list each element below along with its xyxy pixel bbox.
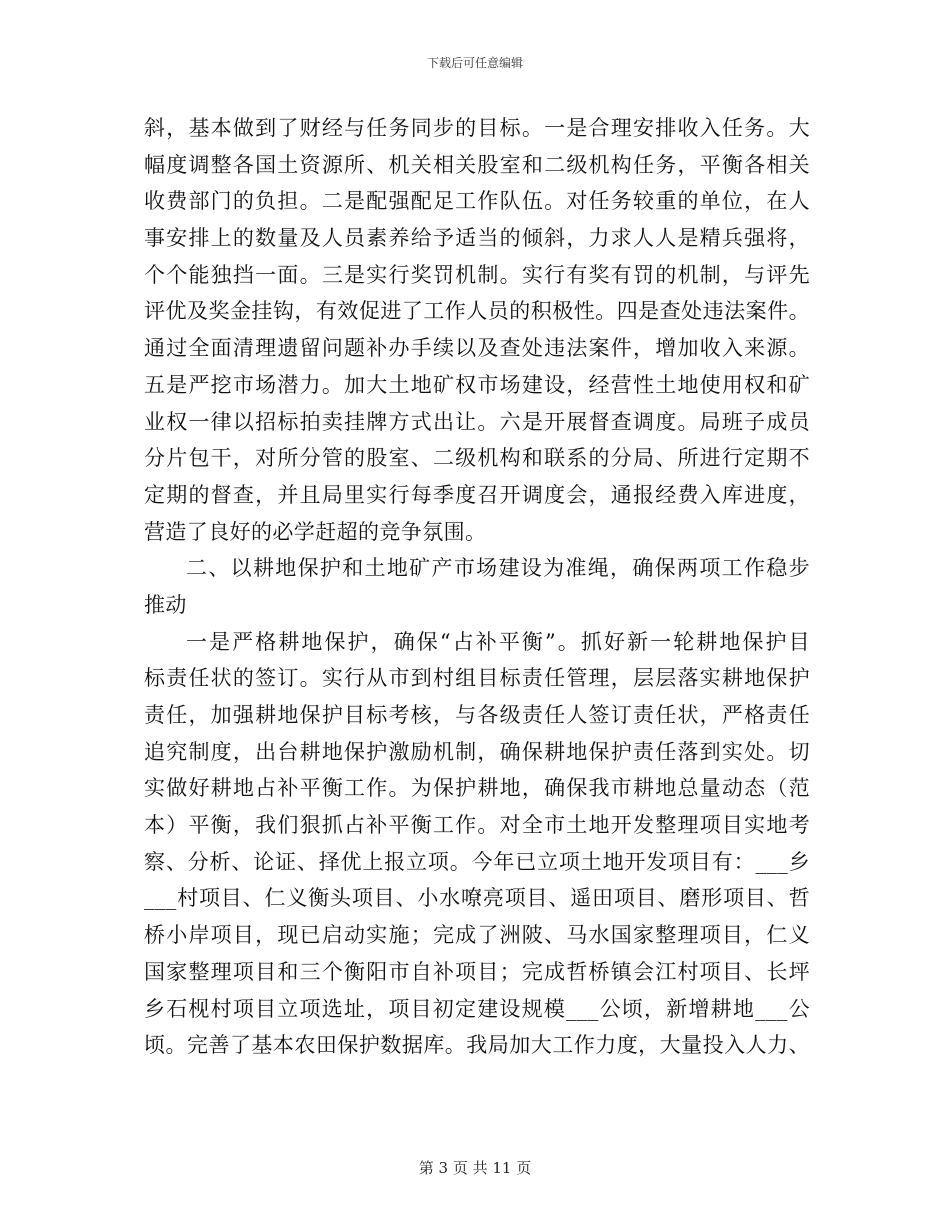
text-line: 评优及奖金挂钩，有效促进了工作人员的积极性。四是查处违法案件。: [144, 299, 810, 324]
text-line: 本）平衡，我们狠抓占补平衡工作。对全市土地开发整理项目实地考: [144, 813, 810, 838]
text-line: 察、分析、论证、择优上报立项。今年已立项土地开发项目有：___乡: [144, 849, 810, 874]
text-line: 顷。完善了基本农田保护数据库。我局加大工作力度，大量投入人力、: [144, 1033, 810, 1058]
text-line: 标责任状的签订。实行从市到村组目标责任管理，层层落实耕地保护: [144, 666, 810, 691]
text-line: 乡石枧村项目立项选址，项目初定建设规模___公顷，新增耕地___公: [144, 996, 810, 1021]
text-line: ___村项目、仁义衡头项目、小水嘹亮项目、遥田项目、磨形项目、哲: [144, 886, 810, 911]
text-line: 定期的督查，并且局里实行每季度召开调度会，通报经费入库进度，: [144, 482, 810, 507]
text-line: 幅度调整各国土资源所、机关相关股室和二级机构任务，平衡各相关: [144, 152, 810, 177]
text-line: 推动: [144, 592, 187, 617]
text-line: 个个能独挡一面。三是实行奖罚机制。实行有奖有罚的机制，与评先: [144, 262, 810, 287]
text-line: 责任，加强耕地保护目标考核，与各级责任人签订责任状，严格责任: [144, 703, 810, 727]
text-line: 事安排上的数量及人员素养给予适当的倾斜，力求人人是精兵强将，: [144, 226, 810, 251]
page-footer: 第 3 页 共 11 页: [418, 1159, 532, 1177]
page-header: 下载后可任意编辑: [426, 56, 523, 70]
text-line: 追究制度，出台耕地保护激励机制，确保耕地保护责任落到实处。切: [144, 739, 810, 764]
text-line: 斜，基本做到了财经与任务同步的目标。一是合理安排收入任务。大: [144, 116, 810, 140]
text-line: 国家整理项目和三个衡阳市自补项目；完成哲桥镇会江村项目、长坪: [144, 959, 810, 984]
text-line: 桥小岸项目，现已启动实施；完成了洲陂、马水国家整理项目，仁义: [144, 923, 810, 948]
text-line: 一是严格耕地保护，确保“占补平衡”。抓好新一轮耕地保护目: [186, 629, 810, 654]
text-line: 收费部门的负担。二是配强配足工作队伍。对任务较重的单位，在人: [144, 189, 810, 214]
text-line: 五是严挖市场潜力。加大土地矿权市场建设，经营性土地使用权和矿: [144, 372, 810, 397]
text-line: 营造了良好的必学赶超的竞争氛围。: [144, 519, 487, 544]
text-line: 业权一律以招标拍卖挂牌方式出让。六是开展督查调度。局班子成员: [144, 409, 810, 434]
text-line: 分片包干，对所分管的股室、二级机构和联系的分局、所进行定期不: [144, 446, 810, 471]
document-body: [144, 110, 810, 1064]
text-line: 实做好耕地占补平衡工作。为保护耕地，确保我市耕地总量动态（范: [144, 776, 810, 801]
text-line: 二、以耕地保护和土地矿产市场建设为准绳，确保两项工作稳步: [186, 556, 810, 581]
text-line: 通过全面清理遗留问题补办手续以及查处违法案件，增加收入来源。: [144, 336, 810, 361]
